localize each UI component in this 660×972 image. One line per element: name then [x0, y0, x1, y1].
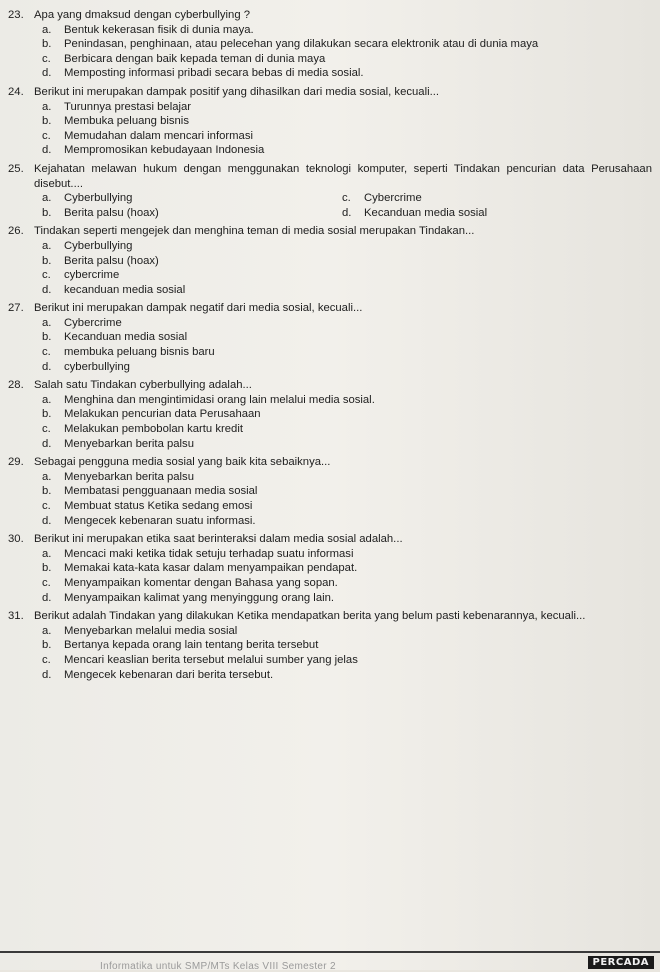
option-text: Membuka peluang bisnis	[64, 115, 189, 128]
question-24	[8, 85, 652, 158]
option-letter: d.	[42, 283, 52, 296]
option-text: Memposting informasi pribadi secara bebas di media sosial.	[64, 67, 364, 80]
option-b	[42, 254, 652, 269]
option-text: kecanduan media sosial	[64, 283, 186, 296]
option-b	[42, 37, 652, 52]
option-text: Mempromosikan kebudayaan Indonesia	[64, 144, 265, 157]
question-number: 30.	[8, 533, 24, 546]
footer-divider	[0, 951, 660, 953]
option-c	[42, 129, 652, 144]
option-c	[42, 576, 652, 591]
question-number: 29.	[8, 456, 24, 469]
option-letter: a.	[42, 393, 52, 406]
option-a	[42, 624, 652, 639]
option-text: Kecanduan media sosial	[364, 206, 488, 219]
option-d	[342, 206, 660, 221]
option-c	[342, 191, 660, 206]
option-letter: c.	[42, 269, 51, 282]
option-d	[42, 437, 652, 452]
option-d	[42, 360, 652, 375]
option-d	[42, 283, 652, 298]
question-list	[8, 8, 652, 686]
option-a	[42, 239, 652, 254]
question-27	[8, 301, 652, 374]
option-letter: c.	[42, 52, 51, 65]
option-letter: b.	[42, 408, 52, 421]
option-text: Turunnya prestasi belajar	[64, 100, 192, 113]
option-c	[42, 345, 652, 360]
option-text: Berita palsu (hoax)	[64, 254, 159, 267]
option-text: cybercrime	[64, 269, 120, 282]
option-text: Mengecek kebenaran dari berita tersebut.	[64, 668, 274, 681]
option-b	[42, 561, 652, 576]
question-text: Salah satu Tindakan cyberbullying adalah...	[34, 379, 252, 392]
question-23	[8, 8, 652, 81]
question-text: Berikut adalah Tindakan yang dilakukan Ketika mendapatkan berita yang belum pasti kebenarannya, kecuali...	[34, 610, 586, 623]
question-31	[8, 609, 652, 682]
option-b	[42, 484, 652, 499]
question-text: Berikut ini merupakan dampak negatif dari media sosial, kecuali...	[34, 302, 363, 315]
option-d	[42, 143, 652, 158]
option-letter: c.	[42, 500, 51, 512]
option-letter: c.	[42, 653, 51, 666]
question-number: 26.	[8, 225, 24, 238]
option-letter: d.	[42, 591, 52, 604]
option-b	[42, 114, 652, 129]
question-text: Apa yang dmaksud dengan cyberbullying ?	[34, 9, 251, 21]
option-b	[42, 206, 342, 221]
option-letter: b.	[42, 639, 52, 652]
question-number: 31.	[8, 610, 24, 623]
option-a	[42, 393, 652, 408]
option-letter: d.	[42, 67, 52, 80]
option-c	[42, 268, 652, 283]
question-number: 23.	[8, 9, 24, 21]
option-letter: a.	[42, 624, 52, 637]
option-b	[42, 330, 652, 345]
option-letter: a.	[42, 100, 52, 113]
option-text: Menyampaikan komentar dengan Bahasa yang sopan.	[64, 576, 338, 589]
option-d	[42, 514, 652, 529]
option-c	[42, 422, 652, 437]
option-text: Cybercrime	[364, 192, 422, 205]
option-letter: a.	[42, 316, 52, 329]
option-d	[42, 66, 652, 81]
option-d	[42, 668, 652, 683]
question-text: Sebagai pengguna media sosial yang baik kita sebaiknya...	[34, 456, 331, 469]
option-letter: d.	[42, 668, 52, 681]
option-a	[42, 23, 652, 38]
option-letter: a.	[42, 239, 52, 252]
option-a	[42, 470, 652, 485]
option-text: Menyebarkan melalui media sosial	[64, 624, 238, 637]
option-text: Memakai kata-kata kasar dalam menyampaikan pendapat.	[64, 562, 358, 575]
option-text: Mencari keaslian berita tersebut melalui sumber yang jelas	[64, 653, 358, 666]
question-text: Berikut ini merupakan dampak positif yang dihasilkan dari media sosial, kecuali...	[34, 85, 440, 98]
option-text: Mengecek kebenaran suatu informasi.	[64, 514, 256, 527]
option-text: Berita palsu (hoax)	[64, 206, 159, 219]
option-letter: a.	[42, 23, 52, 36]
option-text: Menghina dan mengintimidasi orang lain melalui media sosial.	[64, 393, 375, 406]
question-26	[8, 224, 652, 297]
option-text: cyberbullying	[64, 360, 130, 373]
option-letter: c.	[42, 576, 51, 589]
question-28	[8, 378, 652, 451]
option-letter: c.	[342, 192, 351, 205]
option-text: Membuat status Ketika sedang emosi	[64, 500, 253, 512]
option-c	[42, 52, 652, 67]
option-b	[42, 407, 652, 422]
option-letter: d.	[42, 360, 52, 373]
option-letter: a.	[42, 192, 52, 205]
option-text: Cybercrime	[64, 316, 122, 329]
question-text: Tindakan seperti mengejek dan menghina teman di media sosial merupakan Tindakan...	[34, 225, 475, 238]
option-a	[42, 316, 652, 331]
publisher-badge: PERCADA	[588, 956, 654, 969]
question-number: 25.	[8, 162, 24, 175]
option-letter: b.	[42, 331, 52, 344]
option-text: Melakukan pencurian data Perusahaan	[64, 408, 261, 421]
option-a	[42, 191, 342, 206]
option-b	[42, 638, 652, 653]
option-text: Menyebarkan berita palsu	[64, 437, 194, 450]
option-a	[42, 547, 652, 562]
option-text: Menyampaikan kalimat yang menyinggung orang lain.	[64, 591, 335, 604]
option-letter: d.	[342, 206, 352, 219]
option-text: Membatasi pengguanaan media sosial	[64, 485, 258, 498]
option-text: Penindasan, penghinaan, atau pelecehan yang dilakukan secara elektronik atau di dunia maya	[64, 38, 539, 51]
option-d	[42, 591, 652, 606]
question-30	[8, 532, 652, 605]
option-text: Memudahan dalam mencari informasi	[64, 129, 253, 142]
option-letter: a.	[42, 547, 52, 560]
option-letter: b.	[42, 206, 52, 219]
footer-text: Informatika untuk SMP/MTs Kelas VIII Semester 2	[100, 961, 336, 972]
option-c	[42, 499, 652, 514]
option-letter: b.	[42, 254, 52, 267]
option-text: Mencaci maki ketika tidak setuju terhadap suatu informasi	[64, 547, 354, 560]
option-letter: a.	[42, 470, 52, 483]
page-footer	[0, 948, 660, 970]
option-letter: b.	[42, 485, 52, 498]
option-text: Bertanya kepada orang lain tentang berita tersebut	[64, 639, 319, 652]
option-letter: b.	[42, 562, 52, 575]
question-text: Kejahatan melawan hukum dengan menggunakan teknologi komputer, seperti Tindakan pencurian data Perusahaan disebut....	[34, 162, 652, 190]
question-number: 24.	[8, 85, 24, 98]
option-text: membuka peluang bisnis baru	[64, 346, 215, 359]
option-letter: c.	[42, 129, 51, 142]
option-c	[42, 653, 652, 668]
option-a	[42, 100, 652, 115]
option-text: Melakukan pembobolan kartu kredit	[64, 423, 243, 436]
question-29	[8, 455, 652, 528]
option-letter: b.	[42, 115, 52, 128]
question-number: 27.	[8, 302, 24, 315]
option-text: Cyberbullying	[64, 192, 133, 205]
option-letter: b.	[42, 38, 52, 51]
option-letter: d.	[42, 514, 52, 527]
option-letter: d.	[42, 144, 52, 157]
option-text: Kecanduan media sosial	[64, 331, 188, 344]
question-number: 28.	[8, 379, 24, 392]
option-text: Berbicara dengan baik kepada teman di dunia maya	[64, 52, 326, 65]
option-letter: c.	[42, 423, 51, 436]
question-text: Berikut ini merupakan etika saat berinteraksi dalam media sosial adalah...	[34, 533, 403, 546]
option-text: Menyebarkan berita palsu	[64, 470, 194, 483]
option-text: Cyberbullying	[64, 239, 133, 252]
question-25	[8, 162, 652, 220]
option-letter: c.	[42, 346, 51, 359]
option-letter: d.	[42, 437, 52, 450]
option-text: Bentuk kekerasan fisik di dunia maya.	[64, 23, 254, 36]
